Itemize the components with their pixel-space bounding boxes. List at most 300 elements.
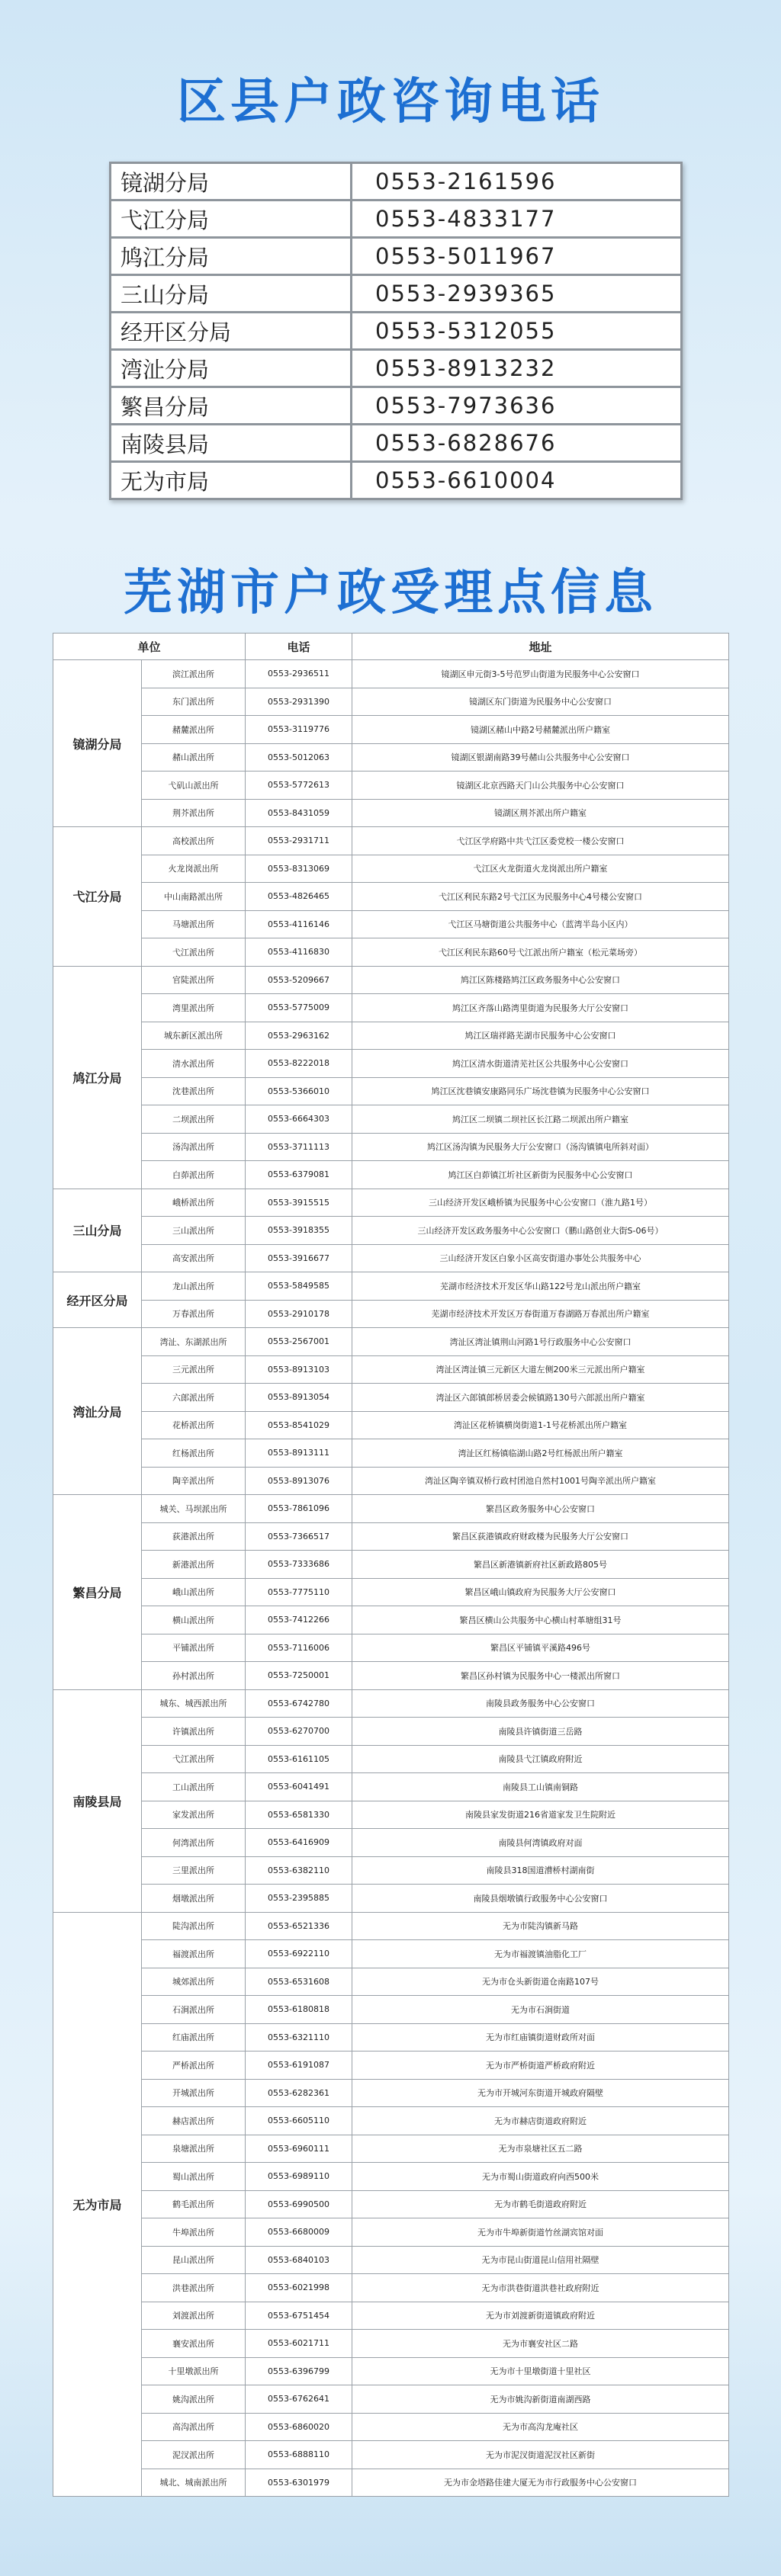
table-row — [53, 2246, 729, 2274]
unit-address: 无为市泉塘社区五二路 — [352, 2135, 729, 2163]
table-row — [53, 1912, 729, 1940]
unit-address: 南陵县工山镇南铜路 — [352, 1773, 729, 1801]
table-row — [53, 910, 729, 938]
unit-phone: 0553-8913103 — [246, 1355, 352, 1384]
unit-address: 南陵县何湾镇政府对面 — [352, 1829, 729, 1857]
table-row — [53, 2079, 729, 2107]
table-row — [53, 688, 729, 716]
unit-phone: 0553-6379081 — [246, 1161, 352, 1189]
unit-address: 鸠江区清水街道清芜社区公共服务中心公安窗口 — [352, 1050, 729, 1078]
unit-address: 湾沚区湾沚镇荆山河路1号行政服务中心公安窗口 — [352, 1328, 729, 1356]
unit-phone: 0553-3916677 — [246, 1244, 352, 1272]
unit-address: 无为市牛埠新街道竹丝湖宾馆对面 — [352, 2218, 729, 2247]
unit-name: 城北、城南派出所 — [142, 2469, 246, 2497]
table-row — [53, 1467, 729, 1495]
district-name: 鸠江分局 — [111, 238, 352, 275]
unit-phone: 0553-6021711 — [246, 2330, 352, 2358]
unit-name: 湾沚、东湖派出所 — [142, 1328, 246, 1356]
group-name: 湾沚分局 — [53, 1328, 142, 1495]
unit-phone: 0553-3918355 — [246, 1217, 352, 1245]
unit-address: 无为市金塔路佳建大厦无为市行政服务中心公安窗口 — [352, 2469, 729, 2497]
district-name: 南陵县局 — [111, 425, 352, 462]
group-name: 繁昌分局 — [53, 1495, 142, 1690]
table-row — [53, 1662, 729, 1690]
unit-phone: 0553-6282361 — [246, 2079, 352, 2107]
table-row — [53, 2385, 729, 2414]
unit-name: 刘渡派出所 — [142, 2302, 246, 2330]
unit-name: 城关、马坝派出所 — [142, 1495, 246, 1523]
unit-address: 鸠江区陈楼路鸠江区政务服务中心公安窗口 — [352, 966, 729, 994]
unit-address: 无为市仓头新街道仓南路107号 — [352, 1968, 729, 1996]
unit-phone: 0553-8222018 — [246, 1050, 352, 1078]
unit-phone: 0553-8541029 — [246, 1411, 352, 1439]
unit-address: 繁昌区峨山镇政府为民服务大厅公安窗口 — [352, 1578, 729, 1606]
district-row — [111, 387, 682, 425]
unit-name: 石涧派出所 — [142, 1996, 246, 2024]
unit-address: 镜湖区荆芥派出所户籍室 — [352, 799, 729, 827]
unit-phone: 0553-6301979 — [246, 2469, 352, 2497]
table-row — [53, 772, 729, 800]
title-district-phones: 区县户政咨询电话 — [177, 74, 604, 130]
title-registration-points: 芜湖市户政受理点信息 — [124, 565, 657, 621]
unit-phone: 0553-3711113 — [246, 1133, 352, 1161]
table-row — [53, 1077, 729, 1105]
unit-phone: 0553-6860020 — [246, 2413, 352, 2441]
table-row — [53, 1022, 729, 1050]
table-row — [53, 1384, 729, 1412]
unit-address: 无为市昆山街道昆山信用社隔壁 — [352, 2246, 729, 2274]
table-row — [53, 1551, 729, 1579]
unit-address: 三山经济开发区峨桥镇为民服务中心公安窗口（淮九路1号） — [352, 1189, 729, 1217]
unit-address: 无为市高沟龙庵社区 — [352, 2413, 729, 2441]
unit-name: 中山南路派出所 — [142, 883, 246, 911]
unit-address: 鸠江区汤沟镇为民服务大厅公安窗口（汤沟镇镇电所斜对面） — [352, 1133, 729, 1161]
unit-name: 昆山派出所 — [142, 2246, 246, 2274]
group-name: 鸠江分局 — [53, 966, 142, 1189]
district-row — [111, 238, 682, 275]
unit-address: 南陵县家发街道216省道家发卫生院附近 — [352, 1801, 729, 1829]
unit-address: 繁昌区新港镇新府社区新政路805号 — [352, 1551, 729, 1579]
table-row — [53, 883, 729, 911]
unit-address: 湾沚区陶辛镇双桥行政村团池自然村1001号陶辛派出所户籍室 — [352, 1467, 729, 1495]
table-row — [53, 1940, 729, 1968]
unit-name: 襄安派出所 — [142, 2330, 246, 2358]
unit-address: 鸠江区二坝镇二坝社区长江路二坝派出所户籍室 — [352, 1105, 729, 1134]
unit-name: 孙村派出所 — [142, 1662, 246, 1690]
unit-phone: 0553-7250001 — [246, 1662, 352, 1690]
unit-name: 严桥派出所 — [142, 2051, 246, 2080]
table-row — [53, 1801, 729, 1829]
unit-address: 鸠江区白茆镇江圻社区新街为民服务中心公安窗口 — [352, 1161, 729, 1189]
unit-address: 弋江区火龙街道火龙岗派出所户籍室 — [352, 855, 729, 883]
unit-address: 湾沚区湾沚镇三元新区大道左侧200米三元派出所户籍室 — [352, 1355, 729, 1384]
table-row — [53, 1439, 729, 1468]
unit-phone: 0553-6990500 — [246, 2190, 352, 2218]
unit-address: 南陵县318国道漕桥村湖南街 — [352, 1856, 729, 1885]
table-row — [53, 2302, 729, 2330]
table-row — [53, 2135, 729, 2163]
unit-address: 芜湖市经济技术开发区华山路122号龙山派出所户籍室 — [352, 1272, 729, 1301]
unit-phone: 0553-6581330 — [246, 1801, 352, 1829]
unit-name: 工山派出所 — [142, 1773, 246, 1801]
table-row — [53, 2190, 729, 2218]
unit-name: 荆芥派出所 — [142, 799, 246, 827]
table-row — [53, 1968, 729, 1996]
unit-name: 马塘派出所 — [142, 910, 246, 938]
table-row — [53, 1522, 729, 1551]
unit-address: 无为市刘渡新街道镇政府附近 — [352, 2302, 729, 2330]
district-phone: 0553-8913232 — [352, 350, 682, 387]
district-name: 弋江分局 — [111, 200, 352, 238]
unit-phone: 0553-6742780 — [246, 1689, 352, 1718]
unit-address: 南陵县烟墩镇行政服务中心公安窗口 — [352, 1885, 729, 1913]
unit-address: 无为市红庙镇街道财政所对面 — [352, 2023, 729, 2051]
district-phone: 0553-2161596 — [352, 163, 682, 200]
unit-phone: 0553-7775110 — [246, 1578, 352, 1606]
unit-name: 城东、城西派出所 — [142, 1689, 246, 1718]
table-row — [53, 1300, 729, 1328]
table-row — [53, 2051, 729, 2080]
table-row — [53, 1244, 729, 1272]
unit-phone: 0553-5849585 — [246, 1272, 352, 1301]
unit-phone: 0553-8431059 — [246, 799, 352, 827]
table-row — [53, 1634, 729, 1662]
table-row — [53, 2330, 729, 2358]
unit-phone: 0553-6840103 — [246, 2246, 352, 2274]
unit-phone: 0553-6321110 — [246, 2023, 352, 2051]
unit-name: 鹤毛派出所 — [142, 2190, 246, 2218]
unit-address: 无为市鹤毛街道政府附近 — [352, 2190, 729, 2218]
unit-phone: 0553-6416909 — [246, 1829, 352, 1857]
unit-phone: 0553-8913054 — [246, 1384, 352, 1412]
unit-address: 芜湖市经济技术开发区万春街道万春湖路万春派出所户籍室 — [352, 1300, 729, 1328]
unit-name: 横山派出所 — [142, 1606, 246, 1634]
district-row — [111, 163, 682, 200]
table-row — [53, 1217, 729, 1245]
unit-name: 赫店派出所 — [142, 2107, 246, 2135]
unit-name: 官陡派出所 — [142, 966, 246, 994]
unit-address: 湾沚区红杨镇临湖山路2号红杨派出所户籍室 — [352, 1439, 729, 1468]
unit-name: 赭山派出所 — [142, 743, 246, 772]
unit-address: 鸠江区沈巷镇安康路同乐广场沈巷镇为民服务中心公安窗口 — [352, 1077, 729, 1105]
group-name: 经开区分局 — [53, 1272, 142, 1328]
district-name: 经开区分局 — [111, 313, 352, 350]
header-unit: 单位 — [53, 634, 246, 660]
unit-name: 三山派出所 — [142, 1217, 246, 1245]
unit-phone: 0553-2910178 — [246, 1300, 352, 1328]
unit-name: 弋江派出所 — [142, 1745, 246, 1773]
group-name: 弋江分局 — [53, 827, 142, 967]
unit-address: 无为市蜀山街道政府向西500米 — [352, 2163, 729, 2191]
unit-address: 无为市十里墩街道十里社区 — [352, 2357, 729, 2385]
unit-name: 烟墩派出所 — [142, 1885, 246, 1913]
unit-name: 荻港派出所 — [142, 1522, 246, 1551]
unit-name: 清水派出所 — [142, 1050, 246, 1078]
unit-address: 无为市陡沟镇新马路 — [352, 1912, 729, 1940]
unit-phone: 0553-6762641 — [246, 2385, 352, 2414]
unit-name: 十里墩派出所 — [142, 2357, 246, 2385]
district-phone: 0553-4833177 — [352, 200, 682, 238]
unit-name: 火龙岗派出所 — [142, 855, 246, 883]
unit-address: 无为市洪巷街道洪巷社政府附近 — [352, 2274, 729, 2302]
unit-phone: 0553-4116830 — [246, 938, 352, 967]
unit-phone: 0553-5366010 — [246, 1077, 352, 1105]
table-row — [53, 1829, 729, 1857]
district-name: 三山分局 — [111, 275, 352, 313]
group-name: 无为市局 — [53, 1912, 142, 2497]
unit-name: 六郎派出所 — [142, 1384, 246, 1412]
registration-points-table — [53, 633, 729, 2497]
district-name: 无为市局 — [111, 462, 352, 499]
unit-phone: 0553-5772613 — [246, 772, 352, 800]
unit-phone: 0553-2931390 — [246, 688, 352, 716]
unit-name: 三里派出所 — [142, 1856, 246, 1885]
unit-address: 无为市姚沟新街道南湖西路 — [352, 2385, 729, 2414]
unit-address: 无为市开城河东街道开城政府隔壁 — [352, 2079, 729, 2107]
district-row — [111, 275, 682, 313]
unit-phone: 0553-6922110 — [246, 1940, 352, 1968]
unit-phone: 0553-5012063 — [246, 743, 352, 772]
unit-phone: 0553-3119776 — [246, 716, 352, 744]
group-name: 三山分局 — [53, 1189, 142, 1272]
unit-address: 繁昌区荻港镇政府财政楼为民服务大厅公安窗口 — [352, 1522, 729, 1551]
table-row — [53, 938, 729, 967]
unit-phone: 0553-7412266 — [246, 1606, 352, 1634]
unit-phone: 0553-6751454 — [246, 2302, 352, 2330]
unit-name: 花桥派出所 — [142, 1411, 246, 1439]
unit-address: 无为市泥汊街道泥汊社区新街 — [352, 2441, 729, 2469]
unit-phone: 0553-6664303 — [246, 1105, 352, 1134]
unit-name: 牛埠派出所 — [142, 2218, 246, 2247]
unit-phone: 0553-2395885 — [246, 1885, 352, 1913]
unit-phone: 0553-7116006 — [246, 1634, 352, 1662]
unit-name: 陶辛派出所 — [142, 1467, 246, 1495]
unit-phone: 0553-6680009 — [246, 2218, 352, 2247]
table-row — [53, 855, 729, 883]
unit-name: 东门派出所 — [142, 688, 246, 716]
group-name: 南陵县局 — [53, 1689, 142, 1912]
unit-name: 泥汊派出所 — [142, 2441, 246, 2469]
table-row — [53, 2023, 729, 2051]
table-row — [53, 660, 729, 688]
district-row — [111, 313, 682, 350]
unit-address: 南陵县许镇街道三岳路 — [352, 1718, 729, 1746]
unit-phone: 0553-6521336 — [246, 1912, 352, 1940]
table-row — [53, 716, 729, 744]
unit-phone: 0553-4826465 — [246, 883, 352, 911]
district-row — [111, 200, 682, 238]
district-row — [111, 425, 682, 462]
unit-address: 湾沚区花桥镇横岗街道1-1号花桥派出所户籍室 — [352, 1411, 729, 1439]
table-row — [53, 1272, 729, 1301]
district-phone-table — [109, 162, 683, 500]
unit-address: 弋江区利民东路60号弋江派出所户籍室（松元菜场旁） — [352, 938, 729, 967]
table-row — [53, 2441, 729, 2469]
unit-name: 湾里派出所 — [142, 994, 246, 1022]
unit-name: 红杨派出所 — [142, 1439, 246, 1468]
unit-address: 繁昌区孙村镇为民服务中心一楼派出所窗口 — [352, 1662, 729, 1690]
table-row — [53, 1885, 729, 1913]
district-name: 湾沚分局 — [111, 350, 352, 387]
table-row — [53, 743, 729, 772]
unit-name: 万春派出所 — [142, 1300, 246, 1328]
unit-name: 陡沟派出所 — [142, 1912, 246, 1940]
unit-name: 白茆派出所 — [142, 1161, 246, 1189]
unit-address: 镜湖区东门街道为民服务中心公安窗口 — [352, 688, 729, 716]
unit-phone: 0553-6605110 — [246, 2107, 352, 2135]
unit-phone: 0553-6888110 — [246, 2441, 352, 2469]
unit-phone: 0553-6531608 — [246, 1968, 352, 1996]
unit-name: 高安派出所 — [142, 1244, 246, 1272]
table-row — [53, 1189, 729, 1217]
unit-phone: 0553-5209667 — [246, 966, 352, 994]
unit-phone: 0553-6041491 — [246, 1773, 352, 1801]
table-row — [53, 994, 729, 1022]
unit-name: 弋矶山派出所 — [142, 772, 246, 800]
unit-address: 鸠江区瑞祥路芜湖市民服务中心公安窗口 — [352, 1022, 729, 1050]
table-row — [53, 1328, 729, 1356]
district-phone: 0553-5011967 — [352, 238, 682, 275]
unit-address: 镜湖区赭山中路2号赭麓派出所户籍室 — [352, 716, 729, 744]
table-row — [53, 2274, 729, 2302]
district-phone: 0553-5312055 — [352, 313, 682, 350]
unit-phone: 0553-7366517 — [246, 1522, 352, 1551]
unit-address: 湾沚区六郎镇郎桥居委会候镇路130号六郎派出所户籍室 — [352, 1384, 729, 1412]
unit-name: 滨江派出所 — [142, 660, 246, 688]
unit-phone: 0553-5775009 — [246, 994, 352, 1022]
unit-phone: 0553-2567001 — [246, 1328, 352, 1356]
unit-name: 福渡派出所 — [142, 1940, 246, 1968]
unit-name: 姚沟派出所 — [142, 2385, 246, 2414]
unit-address: 无为市赫店街道政府附近 — [352, 2107, 729, 2135]
unit-name: 平铺派出所 — [142, 1634, 246, 1662]
table-row — [53, 1718, 729, 1746]
table-row — [53, 966, 729, 994]
header-phone: 电话 — [246, 634, 352, 660]
unit-phone: 0553-2936511 — [246, 660, 352, 688]
unit-name: 沈巷派出所 — [142, 1077, 246, 1105]
district-phone: 0553-6828676 — [352, 425, 682, 462]
unit-name: 家发派出所 — [142, 1801, 246, 1829]
unit-address: 镜湖区申元街3-5号范罗山街道为民服务中心公安窗口 — [352, 660, 729, 688]
unit-address: 镜湖区北京西路天门山公共服务中心公安窗口 — [352, 772, 729, 800]
district-phone: 0553-7973636 — [352, 387, 682, 425]
unit-address: 无为市石涧街道 — [352, 1996, 729, 2024]
unit-name: 峨桥派出所 — [142, 1189, 246, 1217]
unit-phone: 0553-6396799 — [246, 2357, 352, 2385]
unit-name: 何湾派出所 — [142, 1829, 246, 1857]
unit-address: 弋江区利民东路2号弋江区为民服务中心4号楼公安窗口 — [352, 883, 729, 911]
unit-phone: 0553-6021998 — [246, 2274, 352, 2302]
unit-address: 繁昌区平铺镇平溪路496号 — [352, 1634, 729, 1662]
district-name: 繁昌分局 — [111, 387, 352, 425]
table-row — [53, 1606, 729, 1634]
table-row — [53, 2218, 729, 2247]
table-row — [53, 2357, 729, 2385]
table-row — [53, 1856, 729, 1885]
unit-address: 弋江区学府路中共弋江区委党校一楼公安窗口 — [352, 827, 729, 855]
table-row — [53, 1355, 729, 1384]
unit-phone: 0553-6989110 — [246, 2163, 352, 2191]
unit-address: 无为市福渡镇油脂化工厂 — [352, 1940, 729, 1968]
table-row — [53, 1996, 729, 2024]
unit-address: 三山经济开发区政务服务中心公安窗口（鹏山路创业大街S-06号） — [352, 1217, 729, 1245]
unit-phone: 0553-8913111 — [246, 1439, 352, 1468]
table-row — [53, 1773, 729, 1801]
unit-address: 镜湖区银湖南路39号赭山公共服务中心公安窗口 — [352, 743, 729, 772]
unit-name: 赭麓派出所 — [142, 716, 246, 744]
district-name: 镜湖分局 — [111, 163, 352, 200]
unit-name: 三元派出所 — [142, 1355, 246, 1384]
table-row — [53, 1495, 729, 1523]
unit-address: 南陵县弋江镇政府附近 — [352, 1745, 729, 1773]
table-row — [53, 1161, 729, 1189]
unit-phone: 0553-3915515 — [246, 1189, 352, 1217]
unit-name: 龙山派出所 — [142, 1272, 246, 1301]
unit-address: 南陵县政务服务中心公安窗口 — [352, 1689, 729, 1718]
unit-name: 许镇派出所 — [142, 1718, 246, 1746]
unit-phone: 0553-2931711 — [246, 827, 352, 855]
unit-phone: 0553-6960111 — [246, 2135, 352, 2163]
unit-phone: 0553-8913076 — [246, 1467, 352, 1495]
unit-name: 城东新区派出所 — [142, 1022, 246, 1050]
unit-name: 蜀山派出所 — [142, 2163, 246, 2191]
table-row — [53, 799, 729, 827]
unit-address: 繁昌区横山公共服务中心横山村革塘组31号 — [352, 1606, 729, 1634]
table-row — [53, 1133, 729, 1161]
unit-phone: 0553-6382110 — [246, 1856, 352, 1885]
table-row — [53, 2413, 729, 2441]
unit-name: 二坝派出所 — [142, 1105, 246, 1134]
table-row — [53, 1411, 729, 1439]
unit-name: 峨山派出所 — [142, 1578, 246, 1606]
district-phone: 0553-6610004 — [352, 462, 682, 499]
table-row — [53, 827, 729, 855]
unit-address: 无为市襄安社区二路 — [352, 2330, 729, 2358]
unit-phone: 0553-8313069 — [246, 855, 352, 883]
district-phone: 0553-2939365 — [352, 275, 682, 313]
unit-phone: 0553-6180818 — [246, 1996, 352, 2024]
table-header-row — [53, 634, 729, 660]
unit-phone: 0553-6270700 — [246, 1718, 352, 1746]
table-row — [53, 1745, 729, 1773]
unit-phone: 0553-7333686 — [246, 1551, 352, 1579]
unit-name: 城郊派出所 — [142, 1968, 246, 1996]
unit-name: 汤沟派出所 — [142, 1133, 246, 1161]
unit-name: 高校派出所 — [142, 827, 246, 855]
unit-name: 洪巷派出所 — [142, 2274, 246, 2302]
table-row — [53, 2163, 729, 2191]
group-name: 镜湖分局 — [53, 660, 142, 827]
unit-phone: 0553-4116146 — [246, 910, 352, 938]
table-row — [53, 1050, 729, 1078]
unit-phone: 0553-2963162 — [246, 1022, 352, 1050]
unit-name: 红庙派出所 — [142, 2023, 246, 2051]
unit-address: 三山经济开发区白象小区高安街道办事处公共服务中心 — [352, 1244, 729, 1272]
unit-phone: 0553-6161105 — [246, 1745, 352, 1773]
unit-phone: 0553-6191087 — [246, 2051, 352, 2080]
table-row — [53, 1689, 729, 1718]
unit-address: 弋江区马塘街道公共服务中心（蓝湾半岛小区内） — [352, 910, 729, 938]
district-row — [111, 462, 682, 499]
unit-name: 泉塘派出所 — [142, 2135, 246, 2163]
unit-name: 高沟派出所 — [142, 2413, 246, 2441]
district-row — [111, 350, 682, 387]
header-address: 地址 — [352, 634, 729, 660]
unit-phone: 0553-7861096 — [246, 1495, 352, 1523]
table-row — [53, 1578, 729, 1606]
unit-name: 新港派出所 — [142, 1551, 246, 1579]
